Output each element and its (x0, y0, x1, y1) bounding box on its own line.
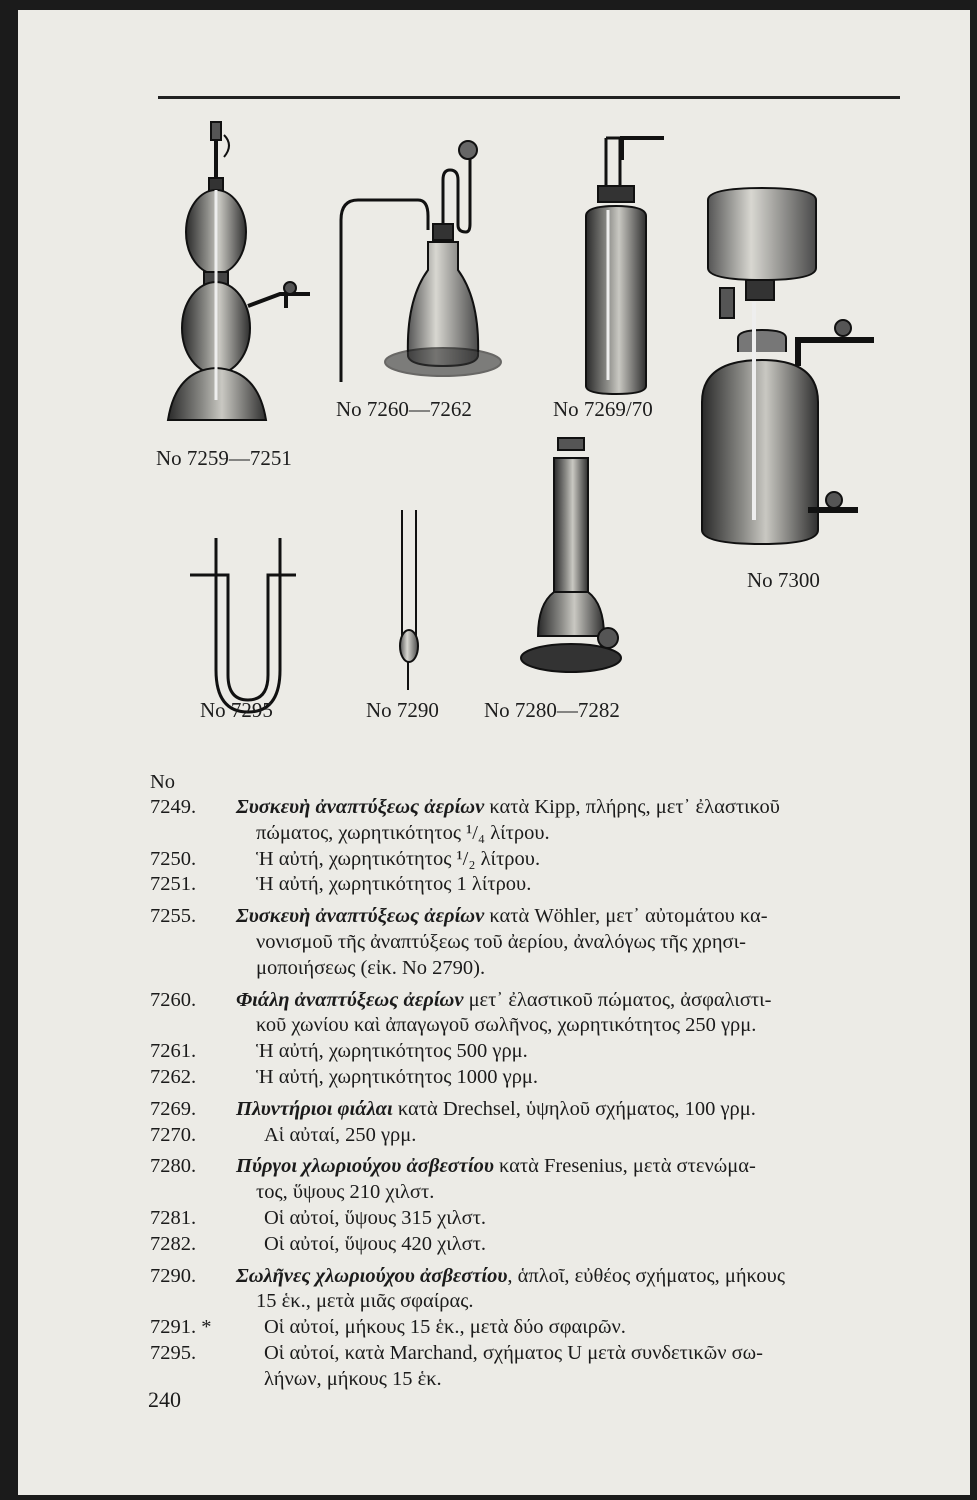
gas-flask-drawing (341, 141, 501, 382)
caption-u-tube: No 7295 (200, 698, 273, 722)
entry-text: κατὰ Fresenius, μετὰ στενώμα- (493, 1155, 756, 1178)
list-item (150, 1315, 910, 1341)
entry-text: Οἱ αὐτοί, ὕψους 420 χιλστ. (264, 1232, 487, 1255)
entry-number: 7269. (150, 1097, 197, 1120)
entry-text-line2: λήνων, μήκους 15 ἑκ. (264, 1367, 442, 1390)
caption-straight-tube: No 7290 (366, 698, 439, 722)
entry-number: 7249. (150, 796, 197, 818)
entry-text: Ἡ αὐτή, χωρητικότητος 500 γρμ. (256, 1040, 528, 1063)
entry-title: Πύργοι χλωριούχου ἀσβεστίου (236, 1155, 494, 1178)
entry-number: 7261. (150, 1040, 197, 1063)
list-item (150, 1097, 910, 1123)
apparatus-illustrations (18, 10, 970, 740)
entry-number: 7281. (150, 1206, 197, 1229)
list-item (150, 1065, 910, 1091)
entry-text: Ἡ αὐτή, χωρητικότητος 1000 γρμ. (256, 1065, 539, 1088)
entry-number: 7295. (150, 1341, 197, 1364)
list-item (150, 1154, 910, 1206)
list-item (150, 904, 910, 981)
entry-text: μετ᾽ ἐλαστικοῦ πώματος, ἀσφαλιστι- (463, 988, 772, 1011)
caption-drechsel: No 7269/70 (553, 397, 653, 421)
entry-text: κατὰ Wöhler, μετ᾽ αὐτομάτου κα- (484, 905, 768, 928)
entry-text: κατὰ Kipp, πλήρης, μετ᾽ ἐλαστικοῦ (484, 796, 780, 818)
entry-text: κατὰ Drechsel, ὑψηλοῦ σχήματος, 100 γρμ. (392, 1097, 756, 1120)
entry-text-line2: τος, ὕψους 210 χιλστ. (256, 1181, 435, 1204)
kipp-apparatus-drawing (168, 122, 310, 420)
caption-fresenius: No 7300 (747, 568, 820, 592)
entry-text-line2: νονισμοῦ τῆς ἀναπτύξεως τοῦ ἀερίου, ἀναλόγως τῆς χρησι- (256, 930, 746, 953)
entry-number: 7282. (150, 1232, 197, 1255)
entry-title: Πλυντήριοι φιάλαι (236, 1097, 393, 1120)
tower-drawing (521, 438, 621, 672)
entry-number: 7260. (150, 988, 197, 1011)
entry-text-line2: 15 ἑκ., μετὰ μιᾶς σφαίρας. (256, 1290, 474, 1313)
entry-number: 7280. (150, 1155, 197, 1178)
straight-tube-drawing (400, 510, 418, 690)
entry-text-line2: κοῦ χωνίου καὶ ἀπαγωγοῦ σωλῆνος, χωρητικότητος 250 γρμ. (256, 1014, 757, 1037)
entry-text: Αἱ αὐταί, 250 γρμ. (264, 1123, 417, 1146)
entry-number: 7270. (150, 1123, 197, 1146)
entry-number: 7290. (150, 1264, 197, 1287)
entry-title: Συσκευὴ ἀναπτύξεως ἀερίων (236, 905, 485, 928)
list-item (150, 795, 910, 847)
list-item (150, 1123, 910, 1149)
caption-flask: No 7260—7262 (336, 397, 472, 421)
list-item (150, 988, 910, 1040)
entry-text: Ἡ αὐτή, χωρητικότητος ¹/₂ λίτρου. (256, 847, 541, 870)
entry-number: 7291. * (150, 1316, 212, 1339)
entry-text-line2: πώματος, χωρητικότητος ¹/₄ λίτρου. (256, 821, 550, 844)
entry-number: 7262. (150, 1065, 197, 1088)
entry-number: 7251. (150, 873, 197, 896)
entry-text: Οἱ αὐτοί, κατὰ Marchand, σχήματος U μετὰ συνδετικῶν σω- (264, 1341, 763, 1364)
list-item (150, 1039, 910, 1065)
fresenius-apparatus-drawing (702, 188, 874, 544)
list-item (150, 1232, 910, 1258)
list-item (150, 872, 910, 898)
list-item (150, 1264, 910, 1316)
entry-text: Οἱ αὐτοί, μήκους 15 ἑκ., μετὰ δύο σφαιρῶν. (264, 1316, 626, 1339)
drechsel-bottle-drawing (586, 138, 664, 394)
list-header: No (150, 771, 176, 793)
page-number: 240 (148, 1387, 181, 1412)
entry-text: , ἁπλοῖ, εὐθέος σχήματος, μήκους (507, 1264, 785, 1287)
entry-number: 7250. (150, 847, 197, 870)
catalog-page (18, 10, 970, 1495)
entry-title: Συσκευὴ ἀναπτύξεως ἀερίων (236, 796, 485, 818)
entry-text: Ἡ αὐτή, χωρητικότητος 1 λίτρου. (256, 873, 532, 896)
u-tube-drawing (190, 538, 296, 712)
caption-kipp: No 7259—7251 (156, 446, 292, 470)
entry-number: 7255. (150, 905, 197, 928)
list-item (150, 1206, 910, 1232)
entry-list (150, 770, 910, 1393)
list-item (150, 1341, 910, 1393)
entry-title: Σωλῆνες χλωριούχου ἀσβεστίου (236, 1264, 508, 1287)
caption-tower: No 7280—7282 (484, 698, 620, 722)
entry-text: Οἱ αὐτοί, ὕψους 315 χιλστ. (264, 1206, 487, 1229)
entry-title: Φιάλη ἀναπτύξεως ἀερίων (236, 988, 464, 1011)
list-item (150, 847, 910, 873)
entry-text-line3: μοποιήσεως (εἰκ. Νο 2790). (256, 956, 486, 979)
